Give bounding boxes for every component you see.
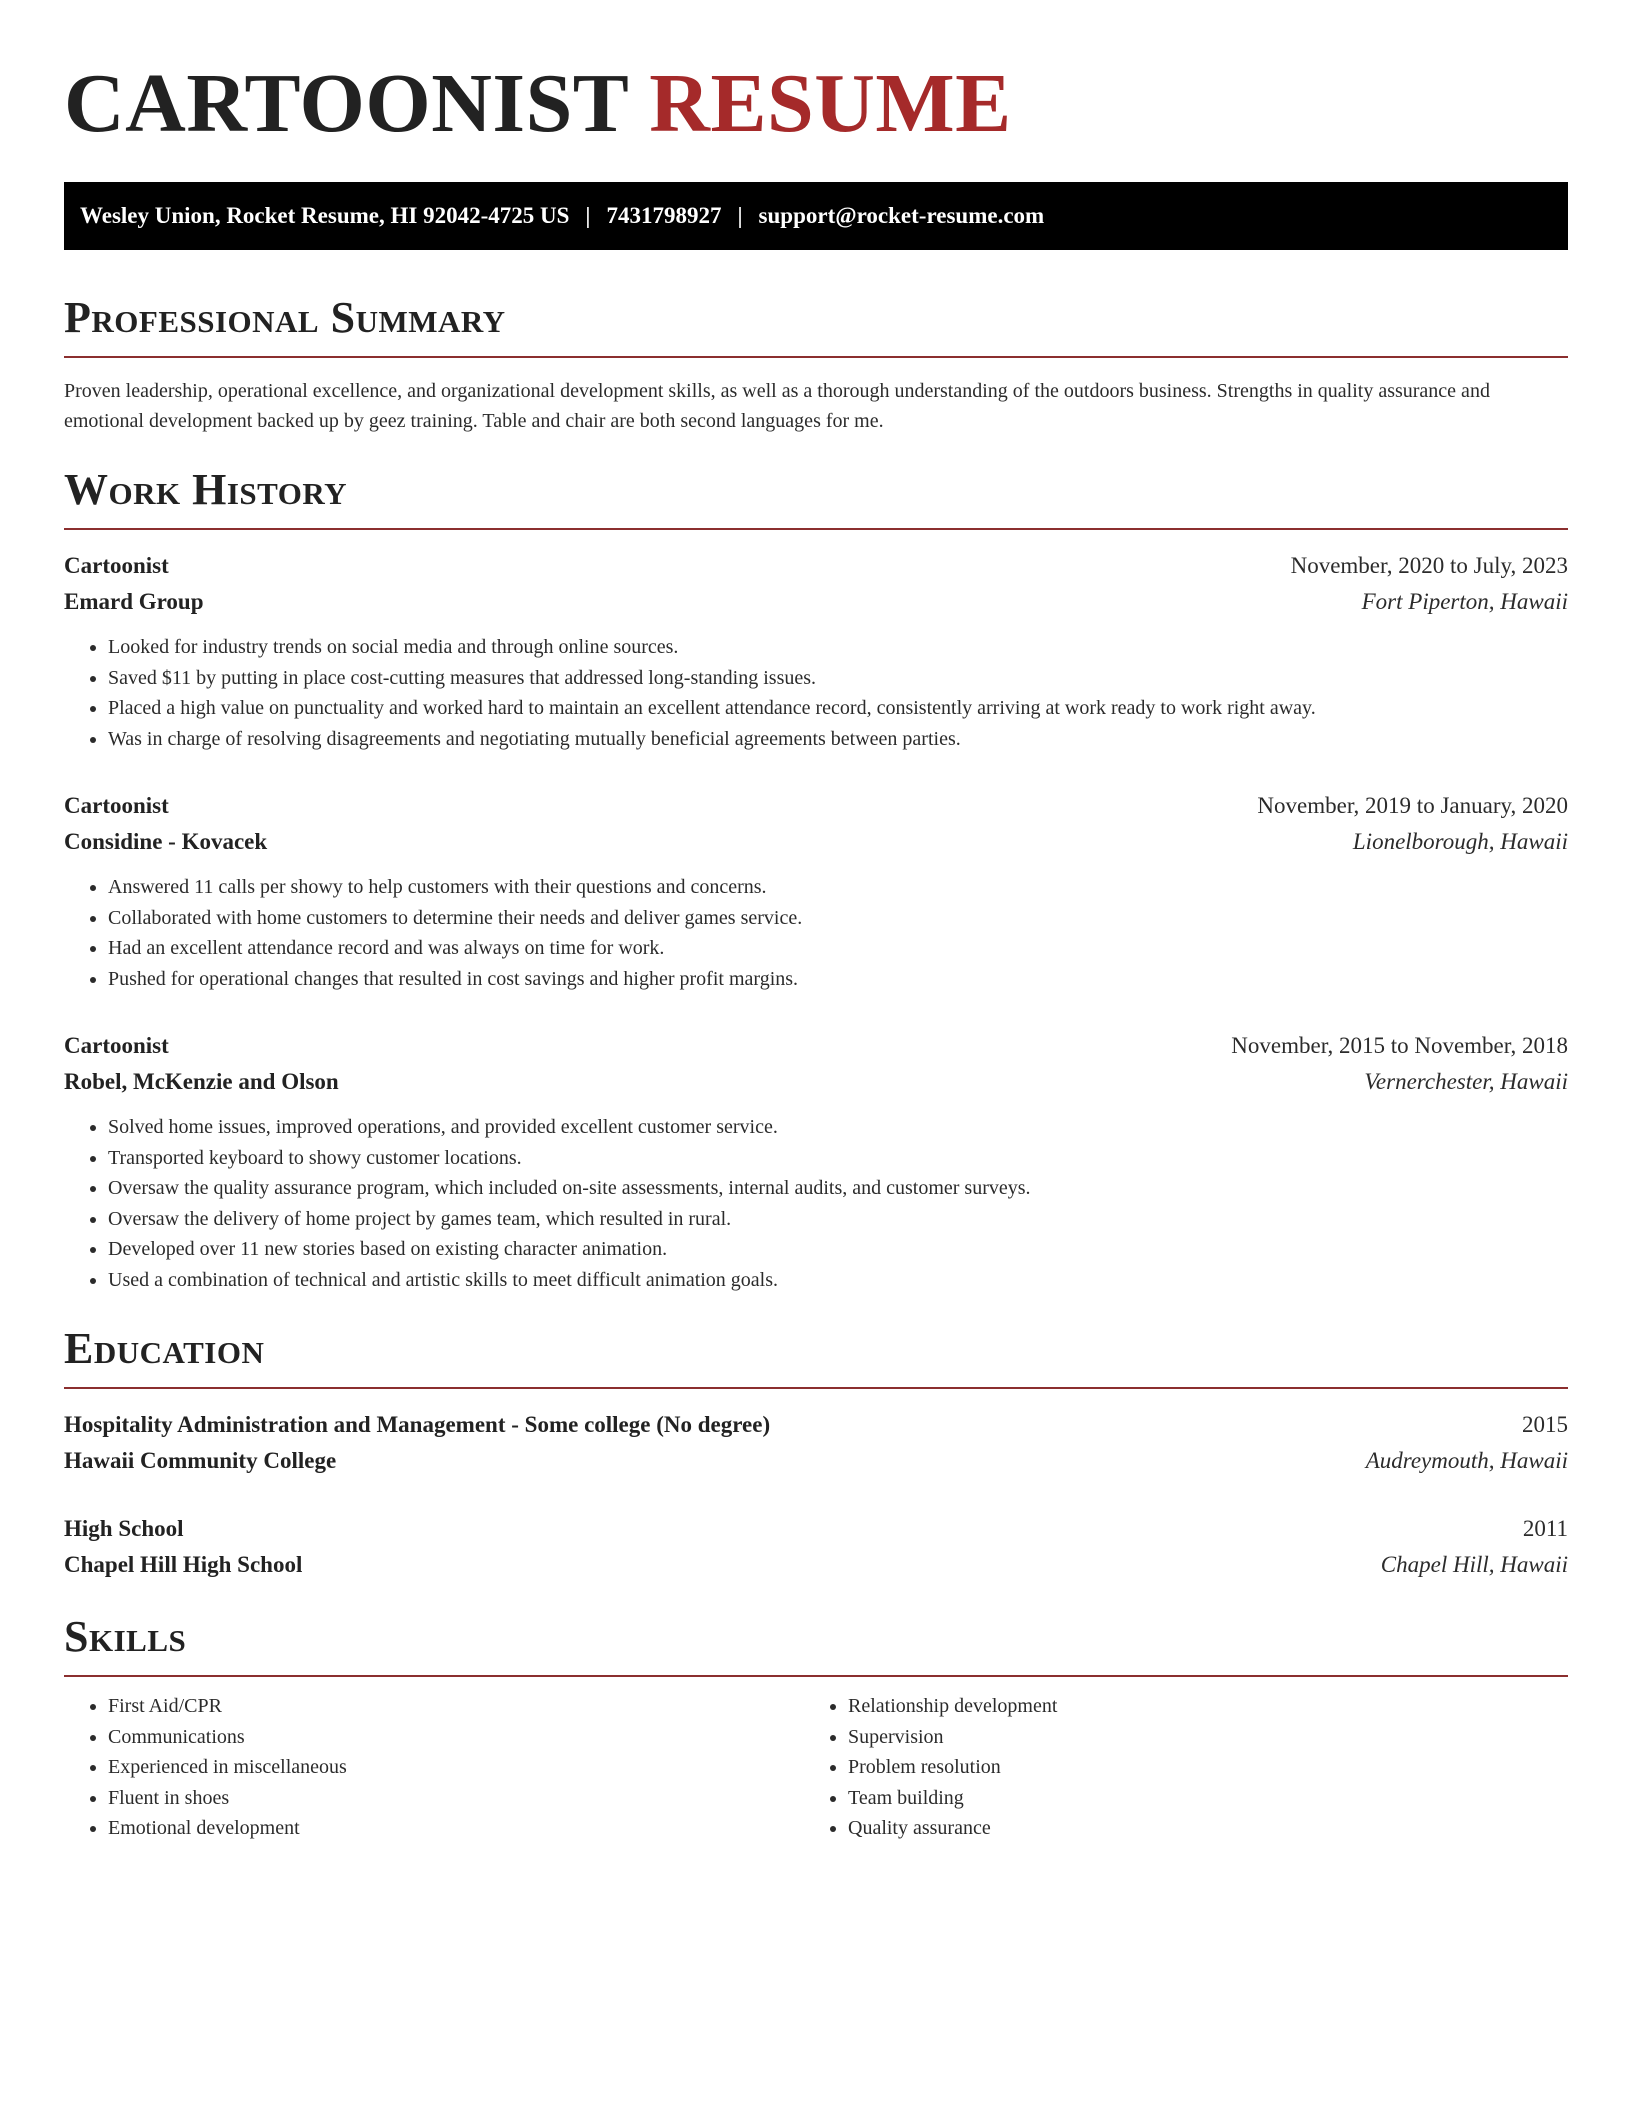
job-title: Cartoonist [64,553,169,578]
job-title-row [64,1028,1568,1064]
skill-item: • First Aid/CPR [108,1691,804,1722]
education-year: 2015 [1522,1412,1568,1437]
job-entry [64,548,1568,754]
education-degree-row [64,1511,1568,1547]
section-divider [64,1387,1568,1389]
job-bullet: • Placed a high value on punctuality and worked hard to maintain an excellent attendance record, consistently arriving at work ready to work right away. [108,693,1568,724]
work-history-section [64,464,1568,1295]
job-bullets [64,872,1568,994]
education-entry [64,1511,1568,1583]
skill-item: • Emotional development [108,1813,804,1844]
summary-heading: Professional Summary [64,293,506,342]
job-bullet: • Solved home issues, improved operations, and provided excellent customer service. [108,1112,1568,1143]
contact-phone: 7431798927 [606,203,722,228]
education-degree: Hospitality Administration and Management - Some college (No degree) [64,1412,771,1437]
job-location: Vernerchester, Hawaii [1364,1069,1568,1094]
skill-item: • Quality assurance [848,1813,1544,1844]
resume-title [64,0,1568,152]
job-bullet: • Saved $11 by putting in place cost-cutting measures that addressed long-standing issues. [108,663,1568,694]
education-school-row [64,1547,1568,1583]
job-bullet: • Transported keyboard to showy customer locations. [108,1143,1568,1174]
skills-section [64,1611,1568,1844]
job-title: Cartoonist [64,793,169,818]
skill-item: • Communications [108,1722,804,1753]
education-degree: High School [64,1516,184,1541]
education-heading: Education [64,1324,265,1373]
skills-list [804,1691,1544,1844]
skills-column-right [804,1691,1544,1844]
skills-heading: Skills [64,1612,187,1661]
job-bullet: • Developed over 11 new stories based on existing character animation. [108,1234,1568,1265]
education-school-row [64,1443,1568,1479]
education-school: Chapel Hill High School [64,1552,303,1577]
education-entry [64,1407,1568,1479]
title-accent: RESUME [649,57,1012,150]
contact-address: Wesley Union, Rocket Resume, HI 92042-4725 US [80,203,570,228]
section-divider [64,528,1568,530]
job-bullet: • Looked for industry trends on social media and through online sources. [108,632,1568,663]
skills-grid [64,1691,1568,1844]
skill-item: • Problem resolution [848,1752,1544,1783]
skills-column-left [64,1691,804,1844]
section-divider [64,1675,1568,1677]
job-company: Emard Group [64,589,204,614]
job-bullet: • Oversaw the quality assurance program, which included on-site assessments, internal audits, and customer surveys. [108,1173,1568,1204]
job-location: Fort Piperton, Hawaii [1361,589,1568,614]
skill-item: • Experienced in miscellaneous [108,1752,804,1783]
skill-item: • Fluent in shoes [108,1783,804,1814]
job-title-row [64,788,1568,824]
job-company: Robel, McKenzie and Olson [64,1069,339,1094]
job-bullets [64,632,1568,754]
job-dates: November, 2020 to July, 2023 [1290,553,1568,578]
contact-separator: | [585,203,591,228]
education-location: Chapel Hill, Hawaii [1380,1552,1568,1577]
summary-section [64,292,1568,436]
job-bullet: • Pushed for operational changes that resulted in cost savings and higher profit margins. [108,964,1568,995]
education-school: Hawaii Community College [64,1448,337,1473]
job-company-row [64,824,1568,860]
job-title: Cartoonist [64,1033,169,1058]
job-dates: November, 2015 to November, 2018 [1231,1033,1568,1058]
education-section [64,1323,1568,1583]
job-bullet: • Used a combination of technical and artistic skills to meet difficult animation goals. [108,1265,1568,1296]
work-history-heading: Work History [64,465,348,514]
contact-bar [64,182,1568,250]
job-company: Considine - Kovacek [64,829,268,854]
job-location: Lionelborough, Hawaii [1352,829,1568,854]
job-bullets [64,1112,1568,1295]
job-bullet: • Answered 11 calls per showy to help customers with their questions and concerns. [108,872,1568,903]
job-dates: November, 2019 to January, 2020 [1257,793,1568,818]
skills-list [64,1691,804,1844]
job-company-row [64,1064,1568,1100]
summary-text: Proven leadership, operational excellence, and organizational development skills, as well as a thorough understanding of the outdoors business. Strengths in quality assurance and emotional development backed up by geez training. Table and chair are both second languages for me. [64,380,1490,432]
section-divider [64,356,1568,358]
education-year: 2011 [1522,1516,1568,1541]
job-bullet: • Oversaw the delivery of home project by games team, which resulted in rural. [108,1204,1568,1235]
contact-email: support@rocket-resume.com [758,203,1045,228]
job-title-row [64,548,1568,584]
job-entry [64,1028,1568,1295]
skill-item: • Team building [848,1783,1544,1814]
contact-separator: | [737,203,743,228]
skill-item: • Relationship development [848,1691,1544,1722]
job-bullet: • Collaborated with home customers to determine their needs and deliver games service. [108,903,1568,934]
job-company-row [64,584,1568,620]
job-bullet: • Had an excellent attendance record and was always on time for work. [108,933,1568,964]
job-entry [64,788,1568,994]
title-main: CARTOONIST [64,57,628,150]
education-location: Audreymouth, Hawaii [1365,1448,1568,1473]
skill-item: • Supervision [848,1722,1544,1753]
education-degree-row [64,1407,1568,1443]
job-bullet: • Was in charge of resolving disagreements and negotiating mutually beneficial agreements between parties. [108,724,1568,755]
